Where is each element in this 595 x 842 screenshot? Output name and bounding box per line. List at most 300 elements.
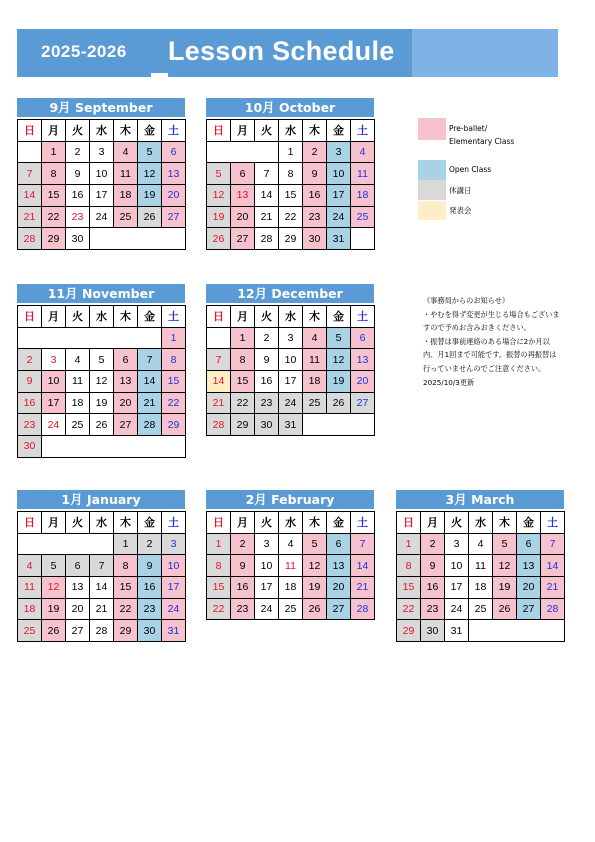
- weekday-header: 月: [231, 306, 255, 328]
- weekday-header: 木: [303, 512, 327, 534]
- day-cell: 17: [255, 577, 279, 599]
- day-cell: 6: [517, 534, 541, 556]
- day-cell: 17: [279, 371, 303, 393]
- month-title: 12月 December: [206, 284, 374, 303]
- day-cell: 15: [397, 577, 421, 599]
- day-cell: 1: [279, 142, 303, 164]
- day-cell: 11: [469, 555, 493, 577]
- weekday-header: 土: [351, 120, 375, 142]
- day-cell: 13: [517, 555, 541, 577]
- day-cell: 6: [351, 328, 375, 350]
- day-cell: 16: [421, 577, 445, 599]
- day-cell: 8: [162, 349, 186, 371]
- weekday-header: 月: [42, 120, 66, 142]
- day-cell: 31: [279, 414, 303, 436]
- day-cell: 11: [18, 577, 42, 599]
- notice-box: [423, 294, 563, 389]
- day-cell: 21: [351, 577, 375, 599]
- day-cell: 22: [114, 599, 138, 621]
- page-title: Lesson Schedule: [168, 36, 395, 66]
- day-cell: 21: [138, 393, 162, 415]
- day-cell: 3: [327, 142, 351, 164]
- calendar-january: [17, 490, 185, 642]
- day-cell: 8: [207, 555, 231, 577]
- day-cell: 1: [42, 142, 66, 164]
- day-cell: 26: [327, 393, 351, 415]
- weekday-header: 水: [90, 120, 114, 142]
- day-cell: 13: [231, 185, 255, 207]
- weekday-header: 月: [42, 512, 66, 534]
- day-cell: 18: [351, 185, 375, 207]
- day-cell: 27: [162, 207, 186, 229]
- calendar-grid: [396, 511, 565, 642]
- day-cell: 30: [18, 436, 42, 458]
- legend-swatch-yellow: [418, 201, 446, 220]
- day-cell: 14: [255, 185, 279, 207]
- day-cell: 30: [138, 620, 162, 642]
- day-cell: 26: [303, 599, 327, 621]
- day-cell: 4: [66, 349, 90, 371]
- day-cell: 11: [279, 555, 303, 577]
- day-cell: 20: [114, 393, 138, 415]
- calendar-december: [206, 284, 374, 436]
- month-title: 3月 March: [396, 490, 564, 509]
- weekday-header: 火: [66, 306, 90, 328]
- day-cell: 24: [279, 393, 303, 415]
- weekday-header: 日: [18, 120, 42, 142]
- day-cell: 7: [541, 534, 565, 556]
- day-cell: 21: [18, 207, 42, 229]
- day-cell: 18: [18, 599, 42, 621]
- weekday-header: 水: [90, 306, 114, 328]
- day-cell: 28: [90, 620, 114, 642]
- weekday-header: 木: [493, 512, 517, 534]
- day-cell: 16: [231, 577, 255, 599]
- weekday-header: 木: [114, 512, 138, 534]
- day-cell: 5: [90, 349, 114, 371]
- day-cell: 1: [397, 534, 421, 556]
- weekday-header: 木: [303, 306, 327, 328]
- day-cell: 1: [207, 534, 231, 556]
- day-cell: 25: [351, 207, 375, 229]
- header-year: 2025-2026: [41, 42, 127, 61]
- month-title: 10月 October: [206, 98, 374, 117]
- weekday-header: 土: [351, 306, 375, 328]
- day-cell: 13: [66, 577, 90, 599]
- day-cell: 28: [18, 228, 42, 250]
- day-cell: 24: [90, 207, 114, 229]
- day-cell: 5: [138, 142, 162, 164]
- weekday-header: 土: [162, 120, 186, 142]
- day-cell: 4: [114, 142, 138, 164]
- day-cell: 23: [138, 599, 162, 621]
- weekday-header: 金: [327, 120, 351, 142]
- day-cell: 16: [255, 371, 279, 393]
- day-cell: 27: [66, 620, 90, 642]
- day-cell: 21: [90, 599, 114, 621]
- day-cell: 2: [303, 142, 327, 164]
- day-cell: 19: [493, 577, 517, 599]
- month-title: 1月 January: [17, 490, 185, 509]
- weekday-header: 火: [66, 512, 90, 534]
- day-cell: 8: [42, 163, 66, 185]
- day-cell: 6: [162, 142, 186, 164]
- day-cell: 15: [207, 577, 231, 599]
- day-cell: 18: [303, 371, 327, 393]
- day-cell: 25: [114, 207, 138, 229]
- weekday-header: 水: [279, 120, 303, 142]
- day-cell: 23: [231, 599, 255, 621]
- day-cell: 20: [327, 577, 351, 599]
- legend-swatch-gray: [418, 180, 446, 200]
- day-cell: 9: [138, 555, 162, 577]
- day-cell: 14: [90, 577, 114, 599]
- day-cell: 4: [18, 555, 42, 577]
- day-cell: 10: [90, 163, 114, 185]
- notice-line: ・振替は事前連絡のある場合に2か月以内、月1回まで可能です。振替の再振替は行っていませんのでご注意ください。: [423, 336, 557, 373]
- day-cell: 20: [351, 371, 375, 393]
- weekday-header: 土: [162, 512, 186, 534]
- day-cell: 8: [114, 555, 138, 577]
- day-cell: 27: [351, 393, 375, 415]
- day-cell: 27: [517, 599, 541, 621]
- empty-cell: [42, 436, 186, 458]
- month-title: 9月 September: [17, 98, 185, 117]
- day-cell: 5: [493, 534, 517, 556]
- day-cell: 29: [231, 414, 255, 436]
- day-cell: 21: [255, 207, 279, 229]
- day-cell: 4: [303, 328, 327, 350]
- day-cell: 27: [327, 599, 351, 621]
- day-cell: 28: [541, 599, 565, 621]
- day-cell: 25: [303, 393, 327, 415]
- day-cell: 2: [138, 534, 162, 556]
- day-cell: 29: [162, 414, 186, 436]
- day-cell: 16: [66, 185, 90, 207]
- weekday-header: 月: [231, 512, 255, 534]
- day-cell: 16: [138, 577, 162, 599]
- weekday-header: 水: [90, 512, 114, 534]
- day-cell: 1: [231, 328, 255, 350]
- day-cell: 12: [42, 577, 66, 599]
- month-title: 11月 November: [17, 284, 185, 303]
- weekday-header: 日: [18, 512, 42, 534]
- weekday-header: 金: [138, 512, 162, 534]
- day-cell: 11: [303, 349, 327, 371]
- day-cell: 13: [114, 371, 138, 393]
- day-cell: 23: [255, 393, 279, 415]
- day-cell: 12: [90, 371, 114, 393]
- day-cell: 9: [421, 555, 445, 577]
- day-cell: 29: [114, 620, 138, 642]
- empty-cell: [351, 228, 375, 250]
- day-cell: 4: [279, 534, 303, 556]
- calendar-february: [206, 490, 374, 620]
- day-cell: 27: [114, 414, 138, 436]
- day-cell: 4: [469, 534, 493, 556]
- empty-cell: [469, 620, 565, 642]
- day-cell: 14: [207, 371, 231, 393]
- weekday-header: 火: [255, 120, 279, 142]
- day-cell: 22: [42, 207, 66, 229]
- day-cell: 20: [517, 577, 541, 599]
- day-cell: 9: [231, 555, 255, 577]
- day-cell: 22: [207, 599, 231, 621]
- day-cell: 26: [42, 620, 66, 642]
- day-cell: 11: [66, 371, 90, 393]
- empty-cell: [303, 414, 375, 436]
- day-cell: 10: [42, 371, 66, 393]
- day-cell: 18: [66, 393, 90, 415]
- day-cell: 7: [90, 555, 114, 577]
- weekday-header: 水: [279, 512, 303, 534]
- day-cell: 15: [42, 185, 66, 207]
- day-cell: 17: [327, 185, 351, 207]
- day-cell: 13: [327, 555, 351, 577]
- day-cell: 17: [90, 185, 114, 207]
- weekday-header: 月: [421, 512, 445, 534]
- day-cell: 3: [445, 534, 469, 556]
- legend-label: Open Class: [449, 165, 492, 174]
- day-cell: 10: [255, 555, 279, 577]
- weekday-header: 木: [114, 306, 138, 328]
- day-cell: 9: [255, 349, 279, 371]
- weekday-header: 日: [397, 512, 421, 534]
- legend-label: Pre-ballet/ Elementary Class: [449, 124, 515, 146]
- day-cell: 9: [18, 371, 42, 393]
- day-cell: 1: [162, 328, 186, 350]
- day-cell: 9: [303, 163, 327, 185]
- day-cell: 25: [66, 414, 90, 436]
- weekday-header: 日: [207, 120, 231, 142]
- day-cell: 6: [114, 349, 138, 371]
- weekday-header: 金: [327, 306, 351, 328]
- weekday-header: 金: [517, 512, 541, 534]
- weekday-header: 月: [231, 120, 255, 142]
- day-cell: 20: [162, 185, 186, 207]
- legend-swatch-blue: [418, 160, 446, 180]
- day-cell: 16: [303, 185, 327, 207]
- day-cell: 16: [18, 393, 42, 415]
- weekday-header: 金: [327, 512, 351, 534]
- day-cell: 26: [138, 207, 162, 229]
- empty-cell: [207, 328, 231, 350]
- weekday-header: 火: [66, 120, 90, 142]
- day-cell: 10: [279, 349, 303, 371]
- day-cell: 15: [114, 577, 138, 599]
- day-cell: 5: [303, 534, 327, 556]
- day-cell: 30: [421, 620, 445, 642]
- day-cell: 19: [90, 393, 114, 415]
- day-cell: 25: [469, 599, 493, 621]
- calendar-september: [17, 98, 185, 250]
- day-cell: 9: [66, 163, 90, 185]
- day-cell: 18: [279, 577, 303, 599]
- day-cell: 5: [207, 163, 231, 185]
- day-cell: 31: [162, 620, 186, 642]
- day-cell: 12: [303, 555, 327, 577]
- empty-cell: [18, 534, 114, 556]
- day-cell: 14: [138, 371, 162, 393]
- day-cell: 4: [351, 142, 375, 164]
- day-cell: 7: [207, 349, 231, 371]
- day-cell: 26: [207, 228, 231, 250]
- day-cell: 19: [303, 577, 327, 599]
- day-cell: 24: [255, 599, 279, 621]
- day-cell: 2: [18, 349, 42, 371]
- day-cell: 23: [421, 599, 445, 621]
- day-cell: 12: [327, 349, 351, 371]
- day-cell: 18: [469, 577, 493, 599]
- day-cell: 5: [42, 555, 66, 577]
- weekday-header: 土: [162, 306, 186, 328]
- month-title: 2月 February: [206, 490, 374, 509]
- empty-cell: [18, 142, 42, 164]
- day-cell: 30: [66, 228, 90, 250]
- day-cell: 19: [327, 371, 351, 393]
- weekday-header: 日: [207, 306, 231, 328]
- day-cell: 11: [114, 163, 138, 185]
- day-cell: 22: [279, 207, 303, 229]
- calendar-grid: [17, 119, 186, 250]
- day-cell: 3: [162, 534, 186, 556]
- day-cell: 8: [397, 555, 421, 577]
- day-cell: 14: [351, 555, 375, 577]
- day-cell: 5: [327, 328, 351, 350]
- weekday-header: 火: [255, 512, 279, 534]
- day-cell: 17: [162, 577, 186, 599]
- day-cell: 22: [231, 393, 255, 415]
- day-cell: 14: [541, 555, 565, 577]
- day-cell: 28: [351, 599, 375, 621]
- day-cell: 29: [397, 620, 421, 642]
- calendar-grid: [17, 305, 186, 458]
- calendar-october: [206, 98, 374, 250]
- day-cell: 30: [303, 228, 327, 250]
- header-mark: [151, 73, 168, 77]
- weekday-header: 土: [541, 512, 565, 534]
- day-cell: 3: [255, 534, 279, 556]
- notice-line: ・やむを得ず変更が生じる場合もございますので予めお含みおきください。: [423, 309, 560, 333]
- day-cell: 28: [255, 228, 279, 250]
- day-cell: 8: [279, 163, 303, 185]
- day-cell: 3: [42, 349, 66, 371]
- day-cell: 2: [66, 142, 90, 164]
- weekday-header: 月: [42, 306, 66, 328]
- day-cell: 15: [279, 185, 303, 207]
- day-cell: 7: [138, 349, 162, 371]
- day-cell: 29: [42, 228, 66, 250]
- day-cell: 23: [66, 207, 90, 229]
- weekday-header: 火: [255, 306, 279, 328]
- weekday-header: 水: [279, 306, 303, 328]
- day-cell: 29: [279, 228, 303, 250]
- day-cell: 13: [351, 349, 375, 371]
- day-cell: 7: [255, 163, 279, 185]
- day-cell: 24: [445, 599, 469, 621]
- day-cell: 11: [351, 163, 375, 185]
- day-cell: 30: [255, 414, 279, 436]
- day-cell: 17: [445, 577, 469, 599]
- day-cell: 17: [42, 393, 66, 415]
- day-cell: 28: [207, 414, 231, 436]
- day-cell: 6: [66, 555, 90, 577]
- day-cell: 3: [90, 142, 114, 164]
- weekday-header: 木: [303, 120, 327, 142]
- day-cell: 26: [493, 599, 517, 621]
- day-cell: 19: [207, 207, 231, 229]
- day-cell: 15: [162, 371, 186, 393]
- day-cell: 23: [18, 414, 42, 436]
- day-cell: 7: [351, 534, 375, 556]
- day-cell: 10: [445, 555, 469, 577]
- day-cell: 13: [162, 163, 186, 185]
- empty-cell: [207, 142, 279, 164]
- calendar-grid: [206, 305, 375, 436]
- day-cell: 19: [42, 599, 66, 621]
- calendar-grid: [206, 511, 375, 620]
- day-cell: 28: [138, 414, 162, 436]
- day-cell: 21: [207, 393, 231, 415]
- weekday-header: 土: [351, 512, 375, 534]
- day-cell: 2: [421, 534, 445, 556]
- day-cell: 7: [18, 163, 42, 185]
- day-cell: 6: [327, 534, 351, 556]
- day-cell: 2: [231, 534, 255, 556]
- day-cell: 8: [231, 349, 255, 371]
- weekday-header: 水: [469, 512, 493, 534]
- day-cell: 12: [138, 163, 162, 185]
- day-cell: 15: [231, 371, 255, 393]
- calendar-grid: [17, 511, 186, 642]
- day-cell: 2: [255, 328, 279, 350]
- notice-updated: 2025/10/3更新: [423, 377, 475, 387]
- day-cell: 25: [279, 599, 303, 621]
- day-cell: 22: [162, 393, 186, 415]
- empty-cell: [18, 328, 162, 350]
- header-accent: [412, 29, 558, 77]
- day-cell: 20: [231, 207, 255, 229]
- calendar-grid: [206, 119, 375, 250]
- weekday-header: 金: [138, 120, 162, 142]
- day-cell: 26: [90, 414, 114, 436]
- day-cell: 24: [42, 414, 66, 436]
- day-cell: 18: [114, 185, 138, 207]
- day-cell: 21: [541, 577, 565, 599]
- calendar-march: [396, 490, 564, 642]
- day-cell: 20: [66, 599, 90, 621]
- legend-label: 発表会: [449, 206, 472, 215]
- empty-cell: [90, 228, 186, 250]
- day-cell: 10: [327, 163, 351, 185]
- notice-heading: 《事務局からのお知らせ》: [423, 296, 510, 305]
- day-cell: 23: [303, 207, 327, 229]
- weekday-header: 日: [18, 306, 42, 328]
- day-cell: 25: [18, 620, 42, 642]
- header-banner: [17, 29, 558, 77]
- day-cell: 31: [445, 620, 469, 642]
- day-cell: 27: [231, 228, 255, 250]
- day-cell: 24: [162, 599, 186, 621]
- day-cell: 10: [162, 555, 186, 577]
- weekday-header: 金: [138, 306, 162, 328]
- day-cell: 12: [207, 185, 231, 207]
- day-cell: 6: [231, 163, 255, 185]
- calendar-november: [17, 284, 185, 458]
- legend-label: 休講日: [449, 186, 472, 195]
- day-cell: 22: [397, 599, 421, 621]
- legend-swatch-pink: [418, 118, 446, 140]
